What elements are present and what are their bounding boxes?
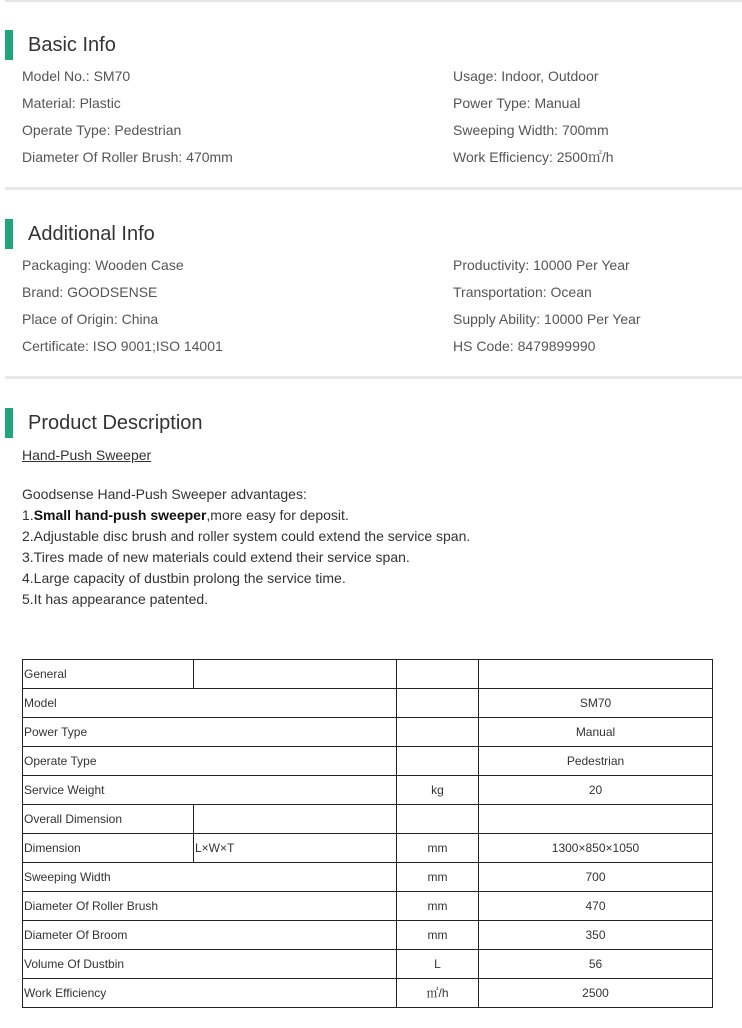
basic-info-left-2: Material: Plastic bbox=[22, 95, 121, 111]
basic-info-right-3: Sweeping Width: 700mm bbox=[453, 122, 609, 138]
table-row bbox=[23, 834, 713, 863]
spec-value: 20 bbox=[479, 776, 713, 805]
description-line-4: 4.Large capacity of dustbin prolong the service time. bbox=[22, 570, 346, 586]
section-accent-bar bbox=[5, 30, 13, 60]
spec-unit bbox=[397, 805, 479, 834]
additional-info-right-3: Supply Ability: 10000 Per Year bbox=[453, 311, 641, 327]
spec-value: SM70 bbox=[479, 689, 713, 718]
table-row bbox=[23, 660, 713, 689]
spec-label: Service Weight bbox=[23, 776, 397, 805]
section-accent-bar bbox=[5, 219, 13, 249]
section-accent-bar bbox=[5, 408, 13, 438]
spec-value: 1300×850×1050 bbox=[479, 834, 713, 863]
spec-label: General bbox=[23, 660, 194, 689]
product-description-title: Product Description bbox=[28, 412, 203, 434]
table-row bbox=[23, 892, 713, 921]
table-row bbox=[23, 718, 713, 747]
spec-value: Pedestrian bbox=[479, 747, 713, 776]
spec-value: 700 bbox=[479, 863, 713, 892]
spec-table bbox=[22, 659, 713, 1008]
spec-unit: mm bbox=[397, 863, 479, 892]
spec-sub bbox=[194, 805, 397, 834]
table-row bbox=[23, 747, 713, 776]
spec-sub bbox=[194, 660, 397, 689]
table-row bbox=[23, 805, 713, 834]
spec-label: Operate Type bbox=[23, 747, 397, 776]
description-intro: Goodsense Hand-Push Sweeper advantages: bbox=[22, 486, 307, 502]
spec-label: Model bbox=[23, 689, 397, 718]
table-row bbox=[23, 921, 713, 950]
additional-info-left-4: Certificate: ISO 9001;ISO 14001 bbox=[22, 338, 223, 354]
spec-label: Volume Of Dustbin bbox=[23, 950, 397, 979]
product-link[interactable]: Hand-Push Sweeper bbox=[22, 447, 152, 463]
spec-unit bbox=[397, 747, 479, 776]
spec-label: Overall Dimension bbox=[23, 805, 194, 834]
section-divider bbox=[5, 187, 742, 190]
additional-info-right-1: Productivity: 10000 Per Year bbox=[453, 257, 630, 273]
basic-info-right-2: Power Type: Manual bbox=[453, 95, 581, 111]
spec-value bbox=[479, 805, 713, 834]
spec-unit bbox=[397, 660, 479, 689]
top-divider bbox=[5, 0, 742, 2]
spec-label: Diameter Of Broom bbox=[23, 921, 397, 950]
additional-info-left-1: Packaging: Wooden Case bbox=[22, 257, 184, 273]
spec-unit: ㎡/h bbox=[397, 979, 479, 1008]
additional-info-right-2: Transportation: Ocean bbox=[453, 284, 592, 300]
spec-unit: mm bbox=[397, 834, 479, 863]
description-line-1 bbox=[22, 505, 470, 526]
spec-value: 2500 bbox=[479, 979, 713, 1008]
line-1-prefix: 1. bbox=[22, 507, 34, 523]
spec-label: Sweeping Width bbox=[23, 863, 397, 892]
description-line-5: 5.It has appearance patented. bbox=[22, 591, 209, 607]
basic-info-right-1: Usage: Indoor, Outdoor bbox=[453, 68, 599, 84]
table-row bbox=[23, 776, 713, 805]
spec-unit bbox=[397, 689, 479, 718]
additional-info-right-4: HS Code: 8479899990 bbox=[453, 338, 596, 354]
line-1-bold: Small hand-push sweeper bbox=[33, 507, 207, 523]
description-line-2: 2.Adjustable disc brush and roller system could extend the service span. bbox=[22, 528, 471, 544]
spec-value: Manual bbox=[479, 718, 713, 747]
spec-label: Power Type bbox=[23, 718, 397, 747]
description-line-3: 3.Tires made of new materials could extend their service span. bbox=[22, 549, 410, 565]
table-row bbox=[23, 979, 713, 1008]
spec-sub: L×W×T bbox=[194, 834, 397, 863]
spec-unit: mm bbox=[397, 921, 479, 950]
table-row bbox=[23, 863, 713, 892]
spec-unit: mm bbox=[397, 892, 479, 921]
basic-info-left-3: Operate Type: Pedestrian bbox=[22, 122, 182, 138]
basic-info-left-1: Model No.: SM70 bbox=[22, 68, 131, 84]
table-row bbox=[23, 689, 713, 718]
spec-unit: kg bbox=[397, 776, 479, 805]
table-row bbox=[23, 950, 713, 979]
basic-info-left-4: Diameter Of Roller Brush: 470mm bbox=[22, 149, 233, 165]
description-text bbox=[22, 484, 470, 610]
line-1-rest: ,more easy for deposit. bbox=[206, 507, 349, 523]
spec-label: Dimension bbox=[23, 834, 194, 863]
spec-value: 470 bbox=[479, 892, 713, 921]
additional-info-left-3: Place of Origin: China bbox=[22, 311, 159, 327]
basic-info-right-4: Work Efficiency: 2500㎡/h bbox=[453, 149, 614, 165]
basic-info-title: Basic Info bbox=[28, 34, 116, 56]
spec-value: 56 bbox=[479, 950, 713, 979]
section-divider bbox=[5, 376, 742, 379]
spec-unit bbox=[397, 718, 479, 747]
additional-info-title: Additional Info bbox=[28, 223, 155, 245]
spec-value: 350 bbox=[479, 921, 713, 950]
spec-unit: L bbox=[397, 950, 479, 979]
spec-label: Diameter Of Roller Brush bbox=[23, 892, 397, 921]
spec-value bbox=[479, 660, 713, 689]
additional-info-left-2: Brand: GOODSENSE bbox=[22, 284, 158, 300]
spec-label: Work Efficiency bbox=[23, 979, 397, 1008]
